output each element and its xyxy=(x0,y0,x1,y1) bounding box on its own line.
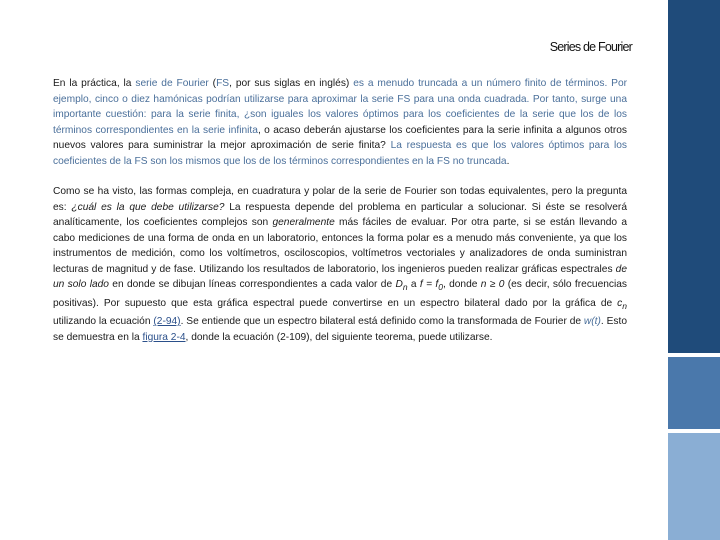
text-span: en donde se dibujan líneas correspondientes a cada valor de xyxy=(108,279,396,290)
symbol-letter: c xyxy=(617,297,623,309)
text-span: a xyxy=(407,279,420,290)
text-span: La respuesta depende del problema en particular a solucionar. Si éste se resolverá analíticamente, los coeficientes complejos son xyxy=(53,201,627,228)
sidebar-mid-block xyxy=(668,357,720,429)
symbol-subscript: n xyxy=(402,282,408,293)
slide-body xyxy=(53,76,627,360)
text-span: utilizando la ecuación xyxy=(53,316,154,328)
sidebar-dark-block xyxy=(668,0,720,353)
text-span: , o acaso deberán ajustarse los coeficientes para la serie infinita a algunos otros nuevos valores para suministrar la mejor aproximación de serie finita? xyxy=(53,124,627,151)
term-fourier-series: serie de Fourier xyxy=(135,78,209,89)
question-italic: ¿cuál es la que debe utilizarse? xyxy=(71,201,225,213)
figure-link[interactable]: figura 2-4 xyxy=(142,331,186,343)
text-span: (es decir, sólo frecuencias positivas). Por supuesto que esta gráfica espectral puede convertirse en un espectro bilateral dado por la gráfica de xyxy=(53,279,628,309)
symbol-cn xyxy=(617,298,627,309)
sidebar-light-block xyxy=(668,433,720,540)
emphasis-generalmente: generalmente xyxy=(272,217,335,228)
symbol-letter: f = f xyxy=(419,279,439,290)
symbol-wt: w(t) xyxy=(583,316,601,328)
highlight-question: para la serie finita, ¿son iguales los valores óptimos para los coeficientes de la serie que los de los términos correspondientes en la serie infinita xyxy=(53,109,628,136)
highlight-span: es a menudo truncada a un número finito de términos. Por ejemplo, cinco o diez hamónicas podrían utilizarse para aproximar la serie FS para una onda cuadrada. Por tanto, surge una importante cuestión: xyxy=(53,78,628,120)
text-span: , donde la ecuación (2-109), del siguiente teorema, puede utilizarse. xyxy=(185,331,493,343)
paragraph-1 xyxy=(53,76,627,169)
highlight-answer: La respuesta es que los valores óptimos para los coeficientes de la FS son los mismos que los de los términos correspondientes en la FS no truncada xyxy=(53,140,627,167)
symbol-dn xyxy=(395,279,408,293)
text-span: , por sus siglas en inglés) xyxy=(229,78,354,89)
emphasis-un-solo-lado: de un solo lado xyxy=(53,263,627,290)
symbol-subscript: 0 xyxy=(438,282,443,293)
symbol-letter: D xyxy=(395,279,403,290)
paragraph-2 xyxy=(53,184,627,345)
equation-link[interactable]: (2-94) xyxy=(153,316,181,328)
text-span: ( xyxy=(208,78,217,89)
slide-title: Series de Fourier xyxy=(549,40,632,54)
text-span: , donde xyxy=(442,279,481,290)
text-span: más fáciles de evaluar. Por otra parte, si se están llevando a cabo mediciones de una forma de onda en un laboratorio, entonces la forma polar es a menudo más conveniente, ya que los instrumentos de medición, como los voltímetros, osciloscopios, voltímetros vectoriales y analizadores de onda suministran lecturas de magnitud y de fase. Utilizando los resultados de laboratorio, los ingenieros pueden realizar gráficas espectrales xyxy=(53,217,627,275)
text-span: Como se ha visto, las formas compleja, en cuadratura y polar de la serie de Fourier son todas equivalentes, pero la pregunta es: xyxy=(53,186,627,213)
text-span: . xyxy=(506,155,510,167)
symbol-f0 xyxy=(419,279,443,293)
sidebar xyxy=(668,0,720,540)
symbol-condition: n ≥ 0 xyxy=(480,279,505,290)
text-span: . Esto se demuestra en la xyxy=(53,316,627,343)
symbol-subscript: n xyxy=(622,300,627,311)
term-fs: FS xyxy=(216,78,230,89)
text-span: En la práctica, la xyxy=(53,78,136,89)
text-span: . Se entiende que un espectro bilateral está definido como la transformada de Fourier de xyxy=(180,316,584,328)
